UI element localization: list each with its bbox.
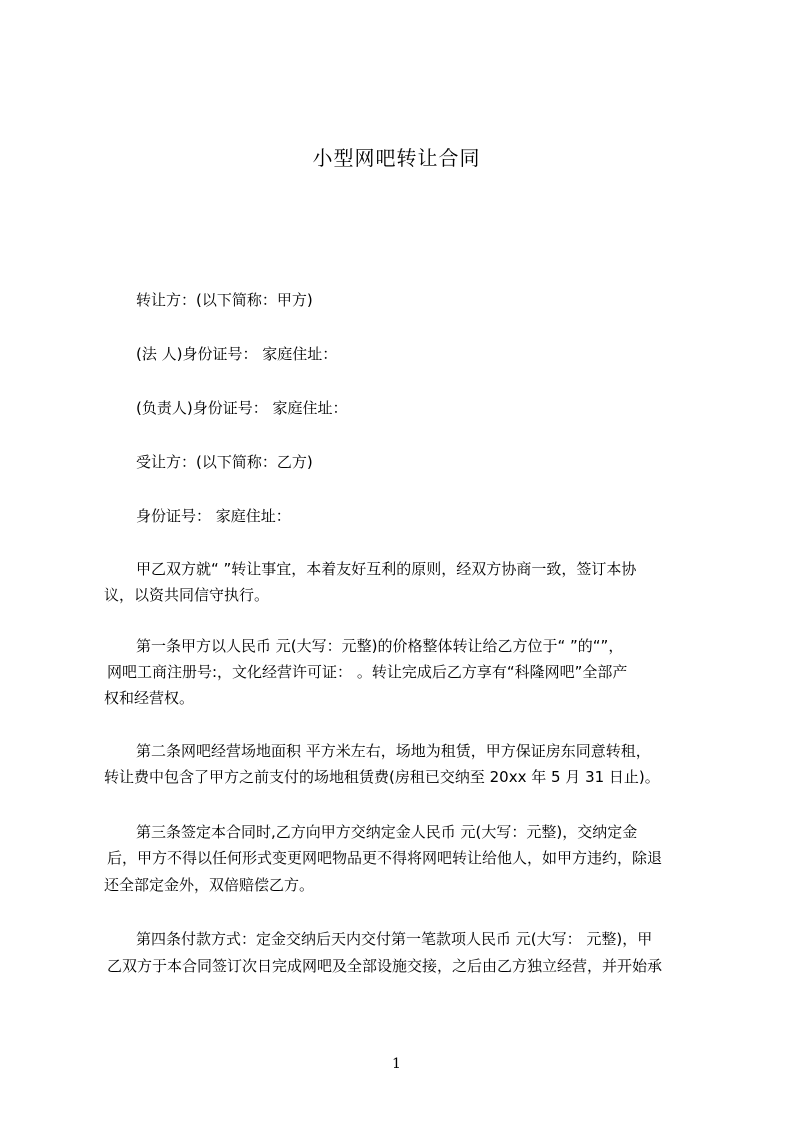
responsible-person-id-line: (负责人)身份证号： 家庭住址： [136,399,348,417]
article-3-line-3: 还全部定金外，双倍赔偿乙方。 [104,876,315,894]
preamble-line-2: 议，以资共同信守执行。 [104,586,270,604]
article-4-line-2: 乙双方于本合同签订次日完成网吧及全部设施交接，之后由乙方独立经营，并开始承 [107,957,663,975]
article-1-line-1: 第一条甲方以人民币 元(大写：元整)的价格整体转让给乙方位于“ ”的“”， [136,637,624,655]
article-1-line-3: 权和经营权。 [104,689,195,707]
article-4-line-1: 第四条付款方式：定金交纳后天内交付第一笔款项人民币 元(大写： 元整)，甲 [136,930,653,948]
article-3-line-1: 第三条签定本合同时,乙方向甲方交纳定金人民币 元(大写：元整)，交纳定金 [136,823,638,841]
article-3-line-2: 后，甲方不得以任何形式变更网吧物品更不得将网吧转让给他人，如甲方违约，除退 [107,849,663,867]
transferor-line: 转让方：(以下简称：甲方) [136,291,313,309]
transferee-line: 受让方：(以下简称：乙方) [136,453,313,471]
document-title: 小型网吧转让合同 [312,146,481,170]
article-1-line-2: 网吧工商注册号:，文化经营许可证： 。转让完成后乙方享有“科隆网吧”全部产 [107,663,628,681]
article-2-line-2: 转让费中包含了甲方之前支付的场地租赁费(房租已交纳至 20xx 年 5 月 31 日止)。 [104,768,660,786]
transferee-id-line: 身份证号： 家庭住址： [136,507,291,525]
legal-person-id-line: (法 人)身份证号： 家庭住址： [136,345,338,363]
article-2-line-1: 第二条网吧经营场地面积 平方米左右，场地为租赁，甲方保证房东同意转租， [136,742,651,760]
preamble-line-1: 甲乙双方就“ ”转让事宜，本着友好互利的原则，经双方协商一致，签订本协 [136,560,637,578]
page-number: 1 [392,1056,401,1072]
